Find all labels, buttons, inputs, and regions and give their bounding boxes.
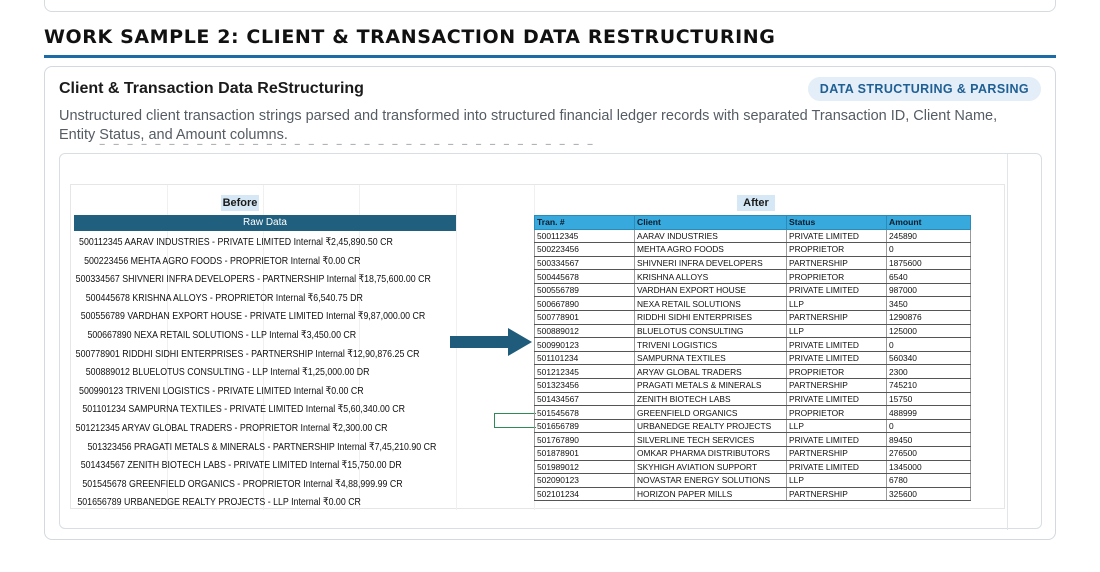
table-cell: PRIVATE LIMITED: [787, 351, 887, 365]
table-cell: 500556789: [535, 283, 635, 297]
table-cell: 501434567: [535, 392, 635, 406]
table-row: [535, 447, 971, 461]
before-label: Before: [222, 197, 258, 209]
table-cell: 501767890: [535, 433, 635, 447]
table-cell: 6780: [887, 474, 971, 488]
table-cell: 0: [887, 243, 971, 257]
raw-data-row: 501323456 PRAGATI METALS & MINERALS - PARTNERSHIP Internal ₹7,45,210.90 CR: [87, 440, 437, 453]
table-cell: LLP: [787, 419, 887, 433]
previous-card-edge: [44, 0, 1056, 12]
table-cell: LLP: [787, 297, 887, 311]
raw-data-header: Raw Data: [74, 215, 456, 231]
table-cell: PARTNERSHIP: [787, 256, 887, 270]
cropped-text-line: ‾ ‾ ‾ ‾ ‾ ‾ ‾ ‾ ‾ ‾ ‾ ‾ ‾ ‾ ‾ ‾ ‾ ‾ ‾ ‾ ‾ ‾ ‾ ‾ ‾ ‾ ‾ ‾ ‾ ‾ ‾ ‾ ‾ ‾ ‾ ‾: [100, 142, 596, 157]
table-cell: KRISHNA ALLOYS: [635, 270, 787, 284]
table-cell: 2300: [887, 365, 971, 379]
raw-data-row: 501656789 URBANEDGE REALTY PROJECTS - LLP Internal ₹0.00 CR: [77, 496, 361, 509]
table-cell: PROPRIETOR: [787, 243, 887, 257]
table-cell: 560340: [887, 351, 971, 365]
raw-data-row: 500667890 NEXA RETAIL SOLUTIONS - LLP Internal ₹3,450.00 CR: [87, 328, 357, 341]
table-cell: 488999: [887, 406, 971, 420]
table-cell: AARAV INDUSTRIES: [635, 229, 787, 243]
table-cell: 501101234: [535, 351, 635, 365]
table-cell: PROPRIETOR: [787, 365, 887, 379]
table-cell: TRIVENI LOGISTICS: [635, 338, 787, 352]
table-cell: 500778901: [535, 311, 635, 325]
table-column-header: Client: [635, 216, 787, 230]
table-cell: PRIVATE LIMITED: [787, 283, 887, 297]
section-divider: [44, 55, 1056, 58]
raw-data-row: 500556789 VARDHAN EXPORT HOUSE - PRIVATE LIMITED Internal ₹9,87,000.00 CR: [80, 310, 426, 323]
table-row: [535, 270, 971, 284]
table-cell: LLP: [787, 474, 887, 488]
table-cell: 500889012: [535, 324, 635, 338]
table-cell: 501989012: [535, 460, 635, 474]
table-cell: 89450: [887, 433, 971, 447]
scrollbar-track[interactable]: [1007, 154, 1008, 530]
table-cell: 501323456: [535, 379, 635, 393]
table-cell: 1290876: [887, 311, 971, 325]
table-row: [535, 338, 971, 352]
table-cell: 501878901: [535, 447, 635, 461]
table-column-header: Tran. #: [535, 216, 635, 230]
table-cell: PARTNERSHIP: [787, 487, 887, 501]
raw-data-row: 500778901 RIDDHI SIDHI ENTERPRISES - PARTNERSHIP Internal ₹12,90,876.25 CR: [75, 347, 420, 360]
table-row: [535, 243, 971, 257]
table-cell: PRIVATE LIMITED: [787, 433, 887, 447]
table-cell: 501656789: [535, 419, 635, 433]
raw-data-row: 500112345 AARAV INDUSTRIES - PRIVATE LIMITED Internal ₹2,45,890.50 CR: [79, 236, 393, 248]
raw-data-row: 500223456 MEHTA AGRO FOODS - PROPRIETOR Internal ₹0.00 CR: [84, 254, 361, 267]
table-cell: 502090123: [535, 474, 635, 488]
table-cell: 500112345: [535, 229, 635, 243]
table-cell: 500990123: [535, 338, 635, 352]
table-row: [535, 229, 971, 243]
table-cell: PROPRIETOR: [787, 270, 887, 284]
table-cell: PRIVATE LIMITED: [787, 229, 887, 243]
table-row: [535, 365, 971, 379]
table-cell: URBANEDGE REALTY PROJECTS: [635, 419, 787, 433]
raw-data-row: 500334567 SHIVNERI INFRA DEVELOPERS - PARTNERSHIP Internal ₹18,75,600.00 CR: [75, 273, 431, 286]
table-cell: PROPRIETOR: [787, 406, 887, 420]
table-body: [535, 229, 971, 501]
table-cell: ARYAV GLOBAL TRADERS: [635, 365, 787, 379]
table-cell: MEHTA AGRO FOODS: [635, 243, 787, 257]
table-cell: SHIVNERI INFRA DEVELOPERS: [635, 256, 787, 270]
table-cell: 0: [887, 419, 971, 433]
table-row: [535, 379, 971, 393]
table-row: [535, 406, 971, 420]
category-badge: DATA STRUCTURING & PARSING: [808, 77, 1041, 101]
table-row: [535, 487, 971, 501]
table-row: [535, 351, 971, 365]
table-row: [535, 392, 971, 406]
table-cell: 325600: [887, 487, 971, 501]
table-cell: 276500: [887, 447, 971, 461]
table-cell: PRAGATI METALS & MINERALS: [635, 379, 787, 393]
table-header-row: [535, 216, 971, 230]
work-sample-card: [44, 66, 1056, 540]
table-cell: ZENITH BIOTECH LABS: [635, 392, 787, 406]
table-cell: 745210: [887, 379, 971, 393]
card-description: Unstructured client transaction strings parsed and transformed into structured financial ledger records with separated Transaction ID, Client Name, Entity Status, and Amount columns.: [59, 108, 998, 143]
raw-data-list: [74, 233, 456, 512]
table-row: [535, 419, 971, 433]
table-cell: 3450: [887, 297, 971, 311]
table-cell: HORIZON PAPER MILLS: [635, 487, 787, 501]
table-cell: 501212345: [535, 365, 635, 379]
table-cell: PRIVATE LIMITED: [787, 338, 887, 352]
table-cell: 501545678: [535, 406, 635, 420]
table-row: [535, 324, 971, 338]
table-cell: PARTNERSHIP: [787, 311, 887, 325]
table-row: [535, 474, 971, 488]
table-row: [535, 283, 971, 297]
table-cell: RIDDHI SIDHI ENTERPRISES: [635, 311, 787, 325]
raw-data-row: 500445678 KRISHNA ALLOYS - PROPRIETOR Internal ₹6,540.75 DR: [85, 291, 363, 304]
table-column-header: Amount: [887, 216, 971, 230]
raw-data-row: 501545678 GREENFIELD ORGANICS - PROPRIETOR Internal ₹4,88,999.99 CR: [82, 477, 403, 490]
card-title: Client & Transaction Data ReStructuring: [59, 80, 364, 97]
table-row: [535, 256, 971, 270]
table-cell: PARTNERSHIP: [787, 379, 887, 393]
table-cell: SKYHIGH AVIATION SUPPORT: [635, 460, 787, 474]
table-cell: 500334567: [535, 256, 635, 270]
table-cell: GREENFIELD ORGANICS: [635, 406, 787, 420]
raw-data-row: 501434567 ZENITH BIOTECH LABS - PRIVATE LIMITED Internal ₹15,750.00 DR: [80, 459, 402, 472]
sample-image-frame[interactable]: [59, 142, 1042, 529]
table-cell: 1345000: [887, 460, 971, 474]
table-row: [535, 311, 971, 325]
table-row: [535, 433, 971, 447]
table-cell: 1875600: [887, 256, 971, 270]
table-cell: VARDHAN EXPORT HOUSE: [635, 283, 787, 297]
table-column-header: Status: [787, 216, 887, 230]
table-cell: PRIVATE LIMITED: [787, 460, 887, 474]
table-cell: 15750: [887, 392, 971, 406]
table-cell: 500667890: [535, 297, 635, 311]
table-cell: 6540: [887, 270, 971, 284]
table-cell: SAMPURNA TEXTILES: [635, 351, 787, 365]
selection-bracket: [494, 413, 536, 428]
table-row: [535, 460, 971, 474]
table-cell: NEXA RETAIL SOLUTIONS: [635, 297, 787, 311]
table-cell: SILVERLINE TECH SERVICES: [635, 433, 787, 447]
table-cell: PARTNERSHIP: [787, 447, 887, 461]
table-row: [535, 297, 971, 311]
table-cell: 500223456: [535, 243, 635, 257]
raw-data-row: 501101234 SAMPURNA TEXTILES - PRIVATE LIMITED Internal ₹5,60,340.00 CR: [82, 403, 406, 416]
table-cell: 0: [887, 338, 971, 352]
table-cell: 500445678: [535, 270, 635, 284]
section-title: WORK SAMPLE 2: CLIENT & TRANSACTION DATA RESTRUCTURING: [44, 26, 776, 48]
table-cell: PRIVATE LIMITED: [787, 392, 887, 406]
raw-data-row: 500889012 BLUELOTUS CONSULTING - LLP Internal ₹1,25,000.00 DR: [85, 366, 370, 379]
after-label: After: [737, 195, 775, 211]
raw-data-row: 501212345 ARYAV GLOBAL TRADERS - PROPRIETOR Internal ₹2,300.00 CR: [75, 421, 388, 434]
raw-data-row: 500990123 TRIVENI LOGISTICS - PRIVATE LIMITED Internal ₹0.00 CR: [79, 384, 364, 397]
structured-ledger-table: [534, 215, 971, 501]
table-cell: OMKAR PHARMA DISTRIBUTORS: [635, 447, 787, 461]
table-cell: 502101234: [535, 487, 635, 501]
table-cell: 987000: [887, 283, 971, 297]
table-cell: 125000: [887, 324, 971, 338]
arrow-right-icon: [448, 326, 534, 358]
table-cell: NOVASTAR ENERGY SOLUTIONS: [635, 474, 787, 488]
table-cell: BLUELOTUS CONSULTING: [635, 324, 787, 338]
table-cell: LLP: [787, 324, 887, 338]
spreadsheet-screenshot: [70, 184, 1005, 509]
table-cell: 245890: [887, 229, 971, 243]
